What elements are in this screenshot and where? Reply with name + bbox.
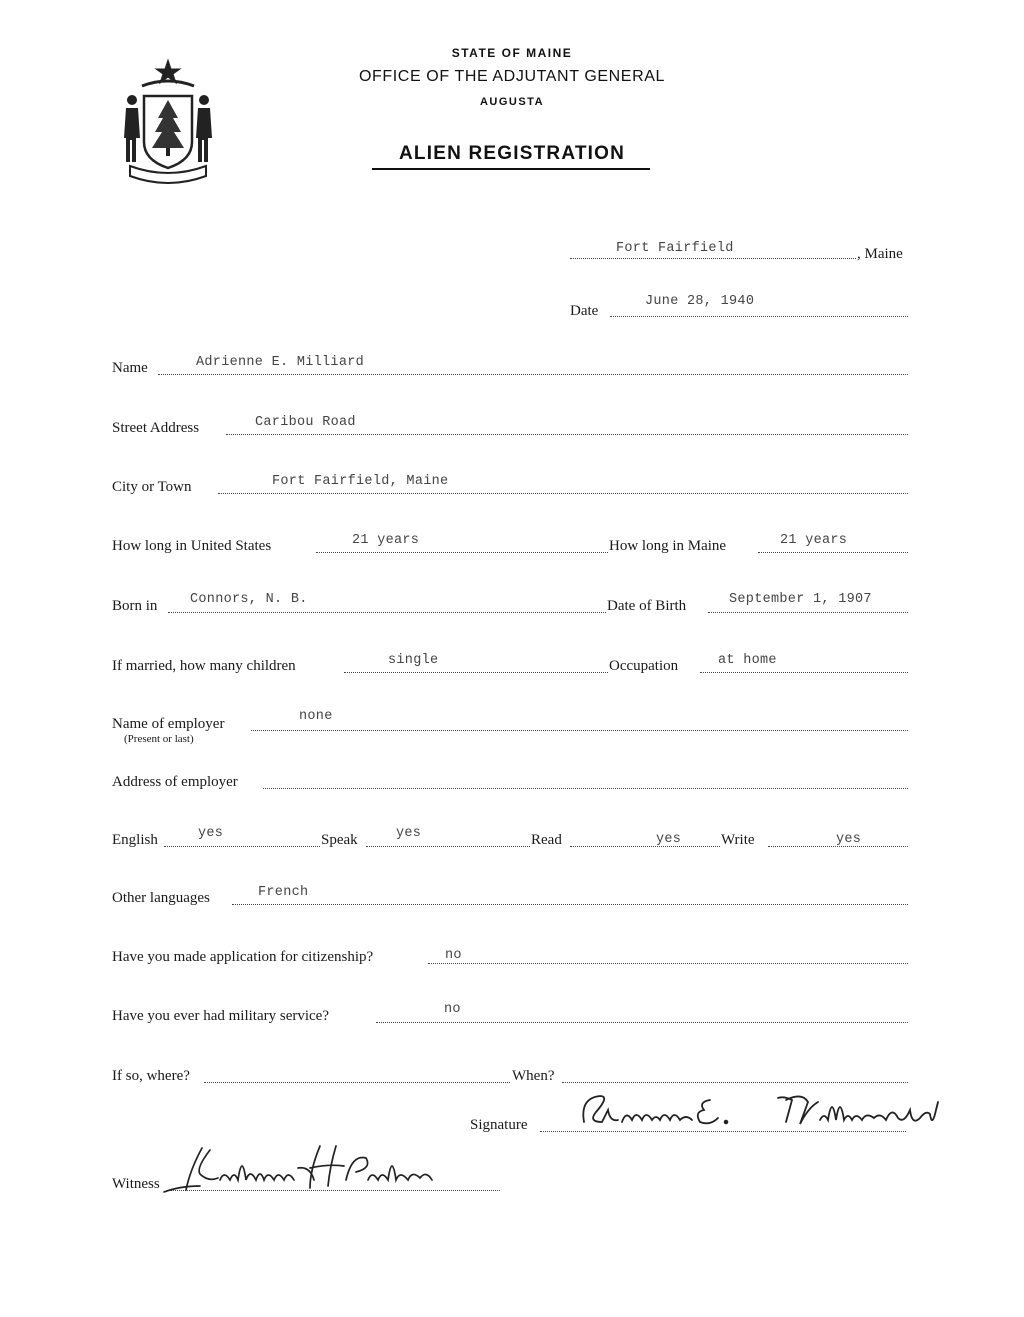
street-line	[226, 434, 908, 435]
date-label: Date	[570, 303, 599, 319]
where-line	[204, 1082, 510, 1083]
children-value: single	[388, 653, 439, 668]
write-value: yes	[836, 832, 862, 847]
where-label: If so, where?	[112, 1068, 190, 1084]
form-title: ALIEN REGISTRATION	[398, 143, 626, 164]
when-line	[562, 1082, 908, 1083]
signature-label: Signature	[470, 1117, 528, 1133]
other-languages-value: French	[258, 885, 309, 900]
citizenship-value: no	[445, 948, 462, 963]
date-line	[610, 316, 908, 317]
header-office: OFFICE OF THE ADJUTANT GENERAL	[358, 68, 666, 85]
years-maine-value: 21 years	[780, 533, 848, 548]
years-us-label: How long in United States	[112, 538, 272, 554]
witness-handwriting	[160, 1140, 460, 1198]
write-label: Write	[721, 832, 755, 848]
maine-state-seal-icon	[112, 56, 224, 184]
speak-label: Speak	[321, 832, 358, 848]
street-value: Caribou Road	[255, 415, 356, 430]
place-line	[570, 258, 856, 259]
years-us-line	[316, 552, 608, 553]
birth-date-label: Date of Birth	[607, 598, 687, 614]
read-label: Read	[531, 832, 562, 848]
employer-address-line	[263, 788, 908, 789]
citizenship-label: Have you made application for citizenship?	[112, 949, 374, 965]
occupation-line	[700, 672, 908, 673]
born-in-label: Born in	[112, 598, 158, 614]
read-line	[570, 846, 720, 847]
employer-value: none	[299, 709, 333, 724]
other-languages-label: Other languages	[112, 890, 210, 906]
name-label: Name	[112, 360, 148, 376]
years-us-value: 21 years	[352, 533, 420, 548]
name-line	[158, 374, 908, 375]
other-languages-line	[232, 904, 908, 905]
city-label: City or Town	[112, 479, 192, 495]
english-label: English	[112, 832, 158, 848]
employer-line	[251, 730, 908, 731]
born-in-line	[168, 612, 606, 613]
name-value: Adrienne E. Milliard	[196, 355, 365, 370]
date-value: June 28, 1940	[645, 294, 755, 309]
english-value: yes	[198, 826, 224, 841]
place-value: Fort Fairfield	[616, 241, 734, 256]
military-line	[376, 1022, 908, 1023]
employer-address-label: Address of employer	[112, 774, 238, 790]
occupation-label: Occupation	[609, 658, 679, 674]
birth-date-line	[708, 612, 908, 613]
speak-line	[366, 846, 530, 847]
signature-handwriting	[570, 1088, 960, 1138]
city-line	[218, 493, 908, 494]
occupation-value: at home	[718, 653, 777, 668]
header-city: AUGUSTA	[479, 96, 545, 108]
english-line	[164, 846, 320, 847]
header-state: STATE OF MAINE	[451, 46, 573, 60]
born-in-value: Connors, N. B.	[190, 592, 308, 607]
military-label: Have you ever had military service?	[112, 1008, 329, 1024]
employer-sublabel: (Present or last)	[124, 733, 194, 745]
when-label: When?	[512, 1068, 555, 1084]
witness-label: Witness	[112, 1176, 160, 1192]
read-value: yes	[656, 832, 682, 847]
title-underline	[372, 168, 650, 170]
military-value: no	[444, 1002, 461, 1017]
citizenship-line	[428, 963, 908, 964]
street-label: Street Address	[112, 420, 200, 436]
children-label: If married, how many children	[112, 658, 296, 674]
speak-value: yes	[396, 826, 422, 841]
place-suffix: , Maine	[857, 246, 903, 262]
city-value: Fort Fairfield, Maine	[272, 474, 449, 489]
years-maine-line	[758, 552, 908, 553]
years-maine-label: How long in Maine	[609, 538, 727, 554]
employer-label: Name of employer	[112, 716, 225, 732]
children-line	[344, 672, 608, 673]
birth-date-value: September 1, 1907	[729, 592, 872, 607]
